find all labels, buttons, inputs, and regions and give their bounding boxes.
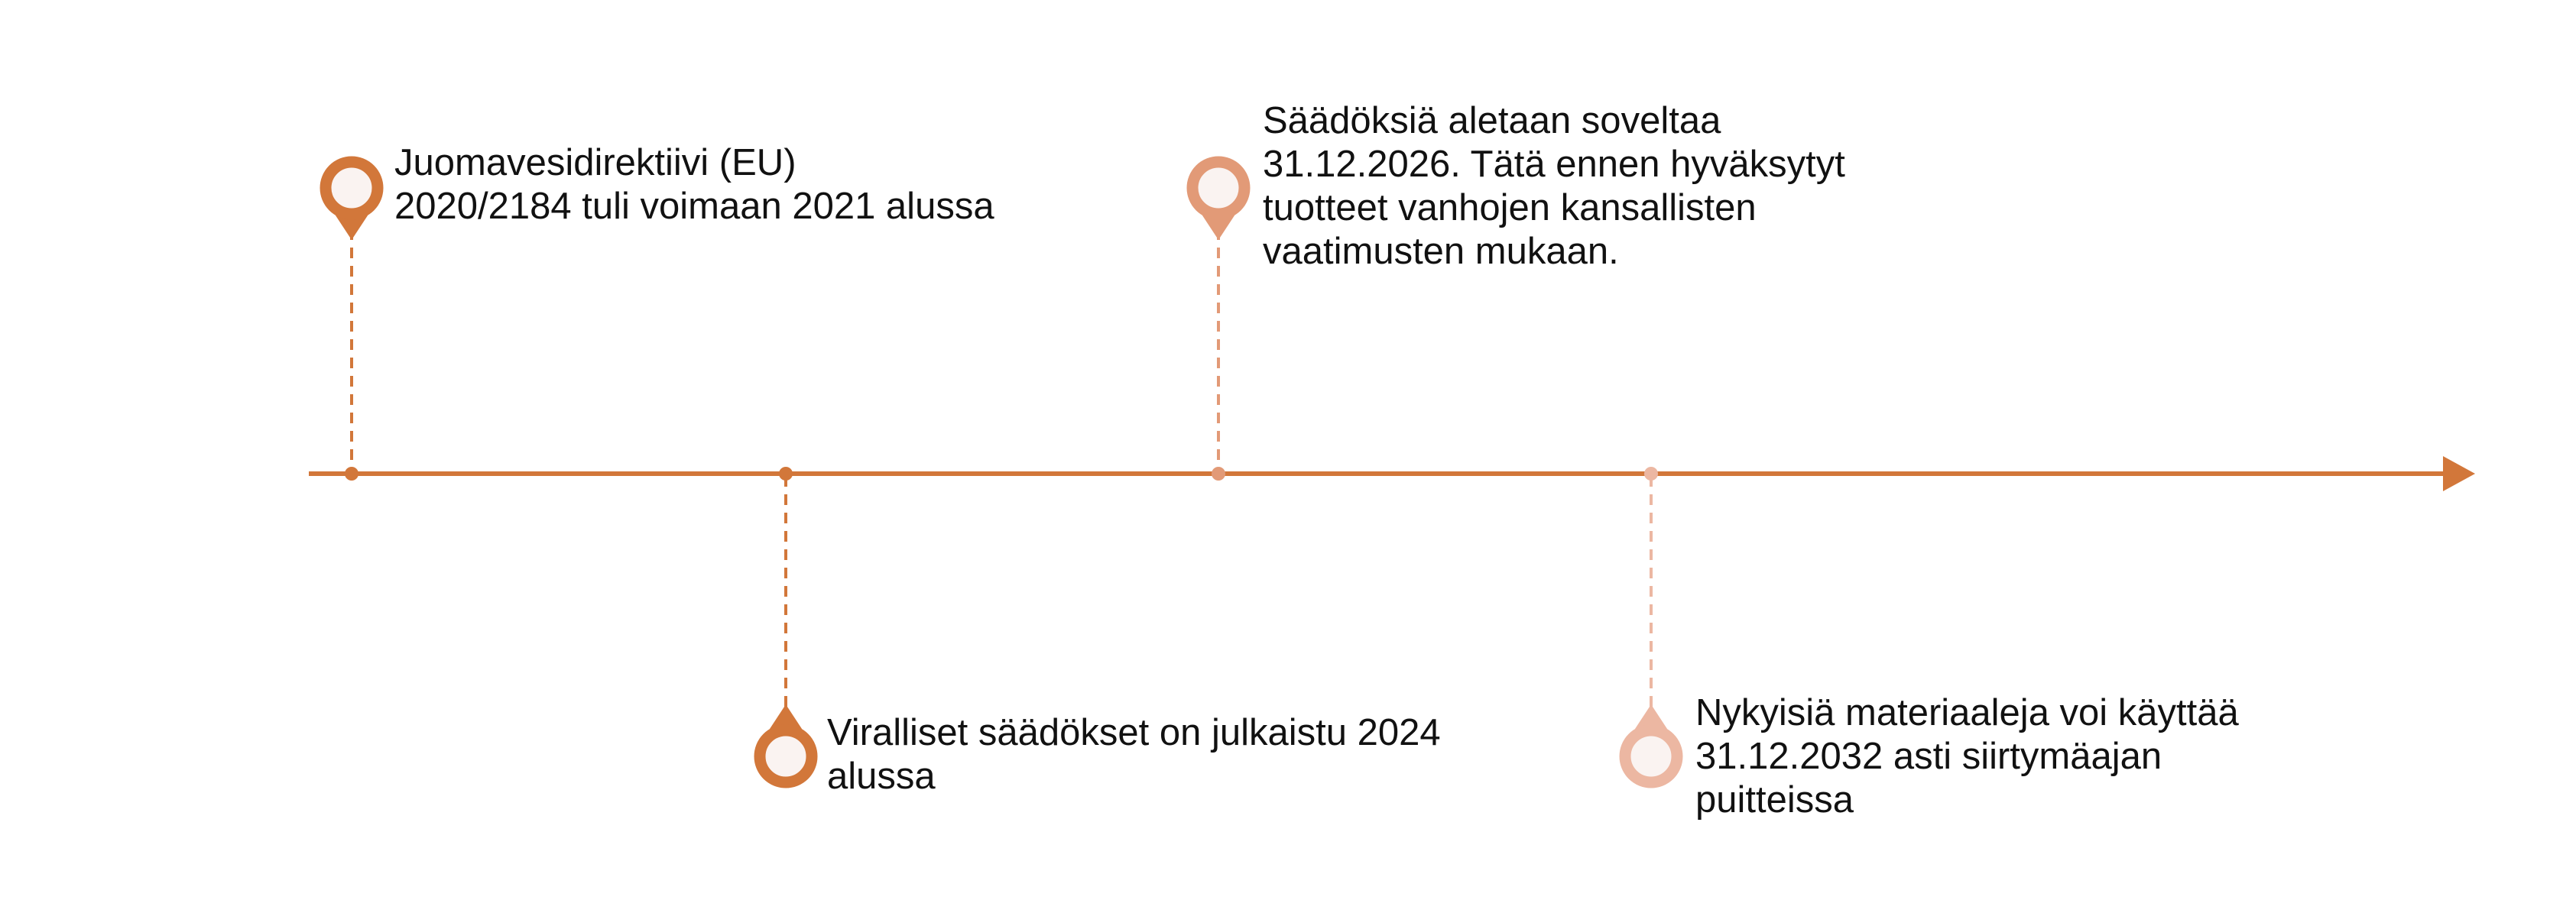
event-3-line-3: tuotteet vanhojen kansallisten <box>1263 187 1757 228</box>
event-1-axis-dot <box>345 467 358 481</box>
event-1-line-1: Juomavesidirektiivi (EU) <box>394 142 796 183</box>
event-1-group <box>326 162 378 481</box>
event-4-axis-dot <box>1644 467 1658 481</box>
event-3-line-4: vaatimusten mukaan. <box>1263 231 1619 272</box>
event-2-line-1: Viralliset säädökset on julkaistu 2024 <box>827 712 1441 753</box>
event-2-axis-dot <box>779 467 793 481</box>
event-2-group <box>760 467 812 782</box>
event-1-text <box>394 141 994 228</box>
event-3-line-1: Säädöksiä aletaan soveltaa <box>1263 100 1721 141</box>
event-2-line-2: alussa <box>827 756 936 797</box>
event-3-axis-dot <box>1212 467 1225 481</box>
event-1-line-2: 2020/2184 tuli voimaan 2021 alussa <box>394 186 994 227</box>
event-4-text <box>1695 691 2239 822</box>
timeline-arrowhead <box>2443 456 2475 491</box>
event-4-line-2: 31.12.2032 asti siirtymäajan <box>1695 736 2162 777</box>
event-3-line-2: 31.12.2026. Tätä ennen hyväksytyt <box>1263 144 1845 185</box>
event-1-pin-ring <box>326 162 378 214</box>
event-2-pin-ring <box>760 730 812 782</box>
event-4-line-3: puitteissa <box>1695 779 1854 821</box>
event-3-group <box>1192 162 1244 481</box>
event-4-pin-ring <box>1625 730 1677 782</box>
event-3-pin-ring <box>1192 162 1244 214</box>
event-3-text <box>1263 99 1845 274</box>
event-4-line-1: Nykyisiä materiaaleja voi käyttää <box>1695 692 2239 733</box>
event-2-text <box>827 711 1441 798</box>
event-4-group <box>1625 467 1677 782</box>
